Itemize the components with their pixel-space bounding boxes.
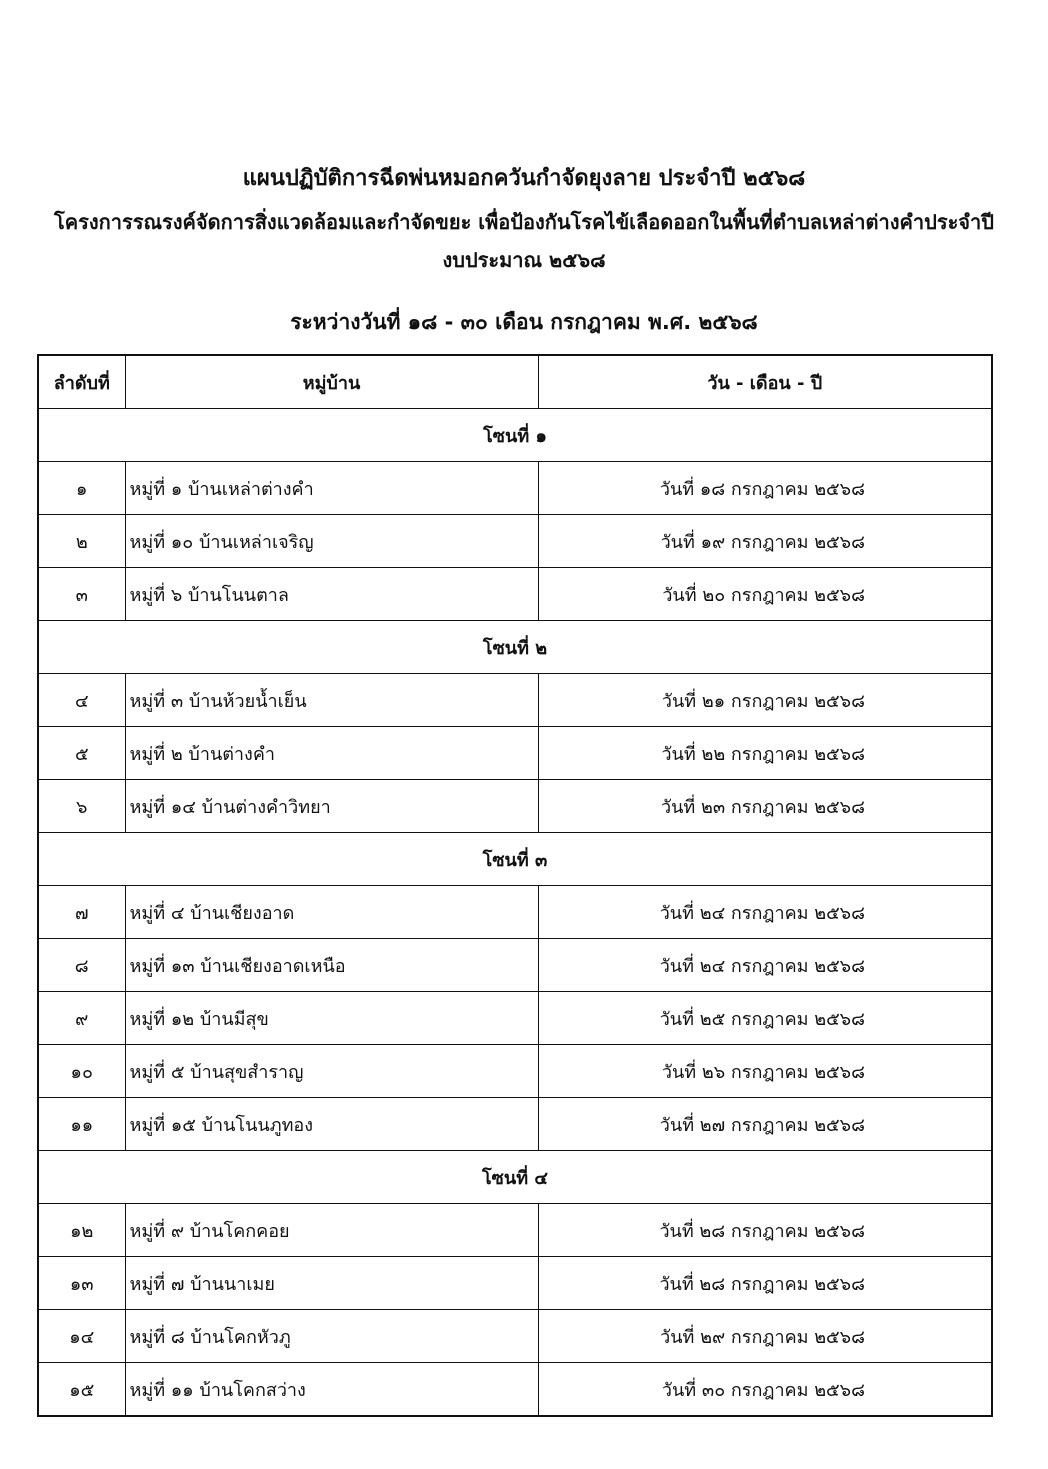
table-row [38, 780, 992, 833]
row-village: หมู่ที่ ๘ บ้านโคกหัวภู [125, 1310, 538, 1363]
table-row [38, 1363, 992, 1417]
table-row [38, 674, 992, 727]
row-date: วันที่ ๒๔ กรกฎาคม ๒๕๖๘ [538, 886, 992, 939]
row-number: ๑๑ [38, 1098, 125, 1151]
document-subtitle: โครงการรณรงค์จัดการสิ่งแวดล้อมและกำจัดขยะ เพื่อป้องกันโรคไข้เลือดออกในพื้นที่ตำบลเหล่าต่างคำประจำปี [54, 210, 994, 234]
row-village: หมู่ที่ ๑๕ บ้านโนนภูทอง [125, 1098, 538, 1151]
row-date: วันที่ ๒๘ กรกฎาคม ๒๕๖๘ [538, 1257, 992, 1310]
row-date: วันที่ ๓๐ กรกฎาคม ๒๕๖๘ [538, 1363, 992, 1417]
row-village: หมู่ที่ ๕ บ้านสุขสำราญ [125, 1045, 538, 1098]
row-number: ๑๓ [38, 1257, 125, 1310]
row-date: วันที่ ๒๑ กรกฎาคม ๒๕๖๘ [538, 674, 992, 727]
row-number: ๕ [38, 727, 125, 780]
row-village: หมู่ที่ ๑๔ บ้านต่างคำวิทยา [125, 780, 538, 833]
document-title: แผนปฏิบัติการฉีดพ่นหมอกควันกำจัดยุงลาย ประจำปี ๒๕๖๘ [242, 166, 806, 191]
row-date: วันที่ ๒๒ กรกฎาคม ๒๕๖๘ [538, 727, 992, 780]
row-village: หมู่ที่ ๓ บ้านห้วยน้ำเย็น [125, 674, 538, 727]
zone-row [38, 409, 992, 462]
row-date: วันที่ ๒๖ กรกฎาคม ๒๕๖๘ [538, 1045, 992, 1098]
table-row [38, 992, 992, 1045]
row-number: ๑๔ [38, 1310, 125, 1363]
column-header-village: หมู่บ้าน [125, 355, 538, 409]
table-header-row [38, 355, 992, 409]
table-row [38, 462, 992, 515]
row-number: ๑ [38, 462, 125, 515]
schedule-period: ระหว่างวันที่ ๑๘ - ๓๐ เดือน กรกฎาคม พ.ศ. ๒๕๖๘ [290, 310, 758, 334]
row-village: หมู่ที่ ๑๓ บ้านเชียงอาดเหนือ [125, 939, 538, 992]
row-village: หมู่ที่ ๑๑ บ้านโคกสว่าง [125, 1363, 538, 1417]
row-number: ๑๐ [38, 1045, 125, 1098]
column-header-date: วัน - เดือน - ปี [538, 355, 992, 409]
row-date: วันที่ ๒๕ กรกฎาคม ๒๕๖๘ [538, 992, 992, 1045]
row-date: วันที่ ๑๙ กรกฎาคม ๒๕๖๘ [538, 515, 992, 568]
row-number: ๑๕ [38, 1363, 125, 1417]
row-number: ๒ [38, 515, 125, 568]
row-number: ๗ [38, 886, 125, 939]
zone-row [38, 621, 992, 674]
row-village: หมู่ที่ ๙ บ้านโคกคอย [125, 1204, 538, 1257]
row-village: หมู่ที่ ๒ บ้านต่างคำ [125, 727, 538, 780]
row-village: หมู่ที่ ๗ บ้านนาเมย [125, 1257, 538, 1310]
row-village: หมู่ที่ ๖ บ้านโนนตาล [125, 568, 538, 621]
row-village: หมู่ที่ ๔ บ้านเชียงอาด [125, 886, 538, 939]
table-row [38, 886, 992, 939]
row-date: วันที่ ๒๗ กรกฎาคม ๒๕๖๘ [538, 1098, 992, 1151]
row-village: หมู่ที่ ๑๐ บ้านเหล่าเจริญ [125, 515, 538, 568]
table-row [38, 1257, 992, 1310]
row-village: หมู่ที่ ๑ บ้านเหล่าต่างคำ [125, 462, 538, 515]
column-header-no: ลำดับที่ [38, 355, 125, 409]
row-date: วันที่ ๒๐ กรกฎาคม ๒๕๖๘ [538, 568, 992, 621]
row-village: หมู่ที่ ๑๒ บ้านมีสุข [125, 992, 538, 1045]
table-row [38, 568, 992, 621]
row-number: ๔ [38, 674, 125, 727]
table-row [38, 1045, 992, 1098]
row-date: วันที่ ๒๙ กรกฎาคม ๒๕๖๘ [538, 1310, 992, 1363]
table-row [38, 1204, 992, 1257]
row-date: วันที่ ๒๓ กรกฎาคม ๒๕๖๘ [538, 780, 992, 833]
zone-label: โซนที่ ๔ [38, 1151, 992, 1204]
row-number: ๙ [38, 992, 125, 1045]
row-number: ๘ [38, 939, 125, 992]
zone-label: โซนที่ ๑ [38, 409, 992, 462]
zone-label: โซนที่ ๓ [38, 833, 992, 886]
zone-row [38, 1151, 992, 1204]
row-date: วันที่ ๒๘ กรกฎาคม ๒๕๖๘ [538, 1204, 992, 1257]
row-number: ๑๒ [38, 1204, 125, 1257]
budget-year: งบประมาณ ๒๕๖๘ [442, 248, 606, 272]
row-date: วันที่ ๑๘ กรกฎาคม ๒๕๖๘ [538, 462, 992, 515]
row-number: ๓ [38, 568, 125, 621]
row-number: ๖ [38, 780, 125, 833]
table-row [38, 727, 992, 780]
table-row [38, 515, 992, 568]
zone-row [38, 833, 992, 886]
table-row [38, 1098, 992, 1151]
zone-label: โซนที่ ๒ [38, 621, 992, 674]
table-row [38, 1310, 992, 1363]
table-row [38, 939, 992, 992]
schedule-table [37, 354, 993, 1417]
row-date: วันที่ ๒๔ กรกฎาคม ๒๕๖๘ [538, 939, 992, 992]
